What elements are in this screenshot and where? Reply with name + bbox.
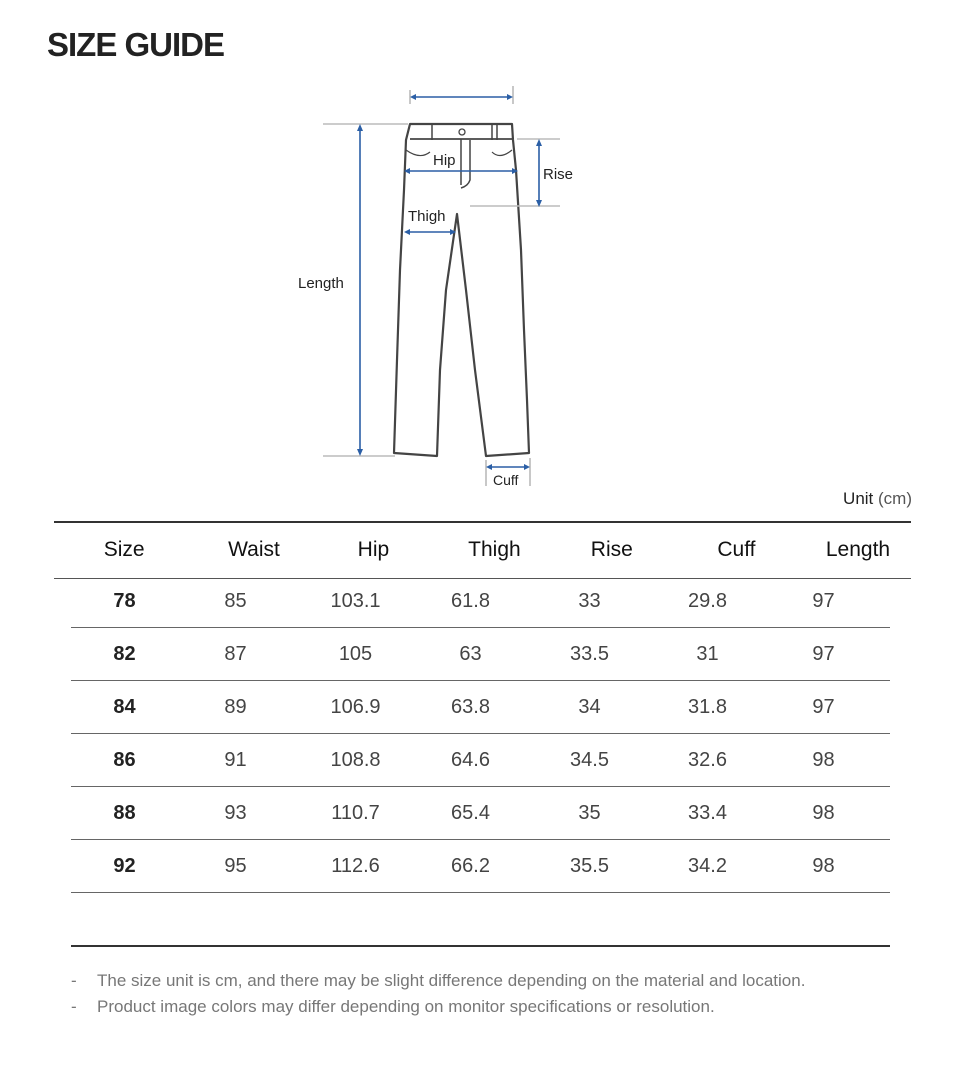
rise-cell: 34 [578, 695, 601, 718]
page-title: SIZE GUIDE [47, 26, 225, 63]
cuff-cell: 31 [696, 642, 719, 665]
note-item [71, 994, 805, 1020]
note-item [71, 968, 805, 994]
waist-cell: 89 [224, 695, 247, 718]
rise-cell: 33 [578, 589, 601, 612]
waist-cell: 87 [224, 642, 247, 665]
unit-label [843, 489, 912, 509]
waist-cell: 93 [224, 801, 247, 824]
rise-cell: 33.5 [570, 642, 609, 665]
size-cell: 92 [113, 854, 136, 877]
thigh-cell: 63.8 [451, 695, 490, 718]
header-length: Length [805, 522, 911, 578]
cuff-cell: 34.2 [688, 854, 727, 877]
note-bullet: - [71, 997, 77, 1016]
hip-cell: 108.8 [330, 748, 381, 771]
length-cell: 97 [812, 695, 835, 718]
length-cell: 98 [812, 748, 835, 771]
note-bullet: - [71, 971, 77, 990]
hip-cell: 103.1 [330, 589, 381, 612]
header-cuff: Cuff [668, 522, 805, 578]
hip-label: Hip [433, 152, 456, 169]
header-rise: Rise [556, 522, 668, 578]
unit-paren: (cm) [878, 489, 912, 508]
notes-list [71, 968, 805, 1020]
unit-word: Unit [843, 489, 874, 508]
thigh-cell: 66.2 [451, 854, 490, 877]
header-hip: Hip [314, 522, 433, 578]
pants-outline [394, 124, 529, 456]
cuff-cell: 31.8 [688, 695, 727, 718]
header-size: Size [54, 522, 194, 578]
table-row [71, 681, 890, 734]
cuff-cell: 29.8 [688, 589, 727, 612]
cuff-cell: 32.6 [688, 748, 727, 771]
thigh-label: Thigh [408, 208, 446, 225]
thigh-cell: 61.8 [451, 589, 490, 612]
length-cell: 98 [812, 854, 835, 877]
length-cell: 97 [812, 589, 835, 612]
pants-diagram [0, 0, 960, 520]
thigh-cell: 64.6 [451, 748, 490, 771]
table-row [71, 734, 890, 787]
size-cell: 78 [113, 589, 136, 612]
length-cell: 97 [812, 642, 835, 665]
hip-cell: 110.7 [331, 801, 380, 824]
rise-cell: 35 [578, 801, 601, 824]
hip-cell: 105 [338, 642, 373, 665]
size-cell: 84 [113, 695, 136, 718]
table-footer-rule [71, 893, 890, 947]
table-row [71, 787, 890, 840]
note-text: The size unit is cm, and there may be slight difference depending on the material and location. [97, 971, 806, 990]
cuff-label: Cuff [493, 472, 519, 488]
cuff-cell: 33.4 [688, 801, 727, 824]
waist-cell: 91 [224, 748, 247, 771]
rise-label: Rise [543, 166, 574, 183]
header-row [54, 522, 911, 578]
rise-cell: 34.5 [570, 748, 609, 771]
size-cell: 82 [113, 642, 136, 665]
length-cell: 98 [812, 801, 835, 824]
table-row [71, 840, 890, 893]
length-label: Length [298, 275, 344, 292]
waist-cell: 85 [224, 589, 247, 612]
hip-cell: 112.6 [331, 854, 380, 877]
thigh-cell: 65.4 [451, 801, 490, 824]
size-cell: 86 [113, 748, 136, 771]
note-text: Product image colors may differ depending on monitor specifications or resolution. [97, 997, 715, 1016]
waist-cell: 95 [224, 854, 247, 877]
waist-measure [410, 86, 513, 104]
size-table-body [71, 575, 890, 947]
table-row [71, 628, 890, 681]
hip-cell: 106.9 [330, 695, 381, 718]
table-row [71, 575, 890, 628]
header-thigh: Thigh [433, 522, 556, 578]
size-cell: 88 [113, 801, 136, 824]
rise-cell: 35.5 [570, 854, 609, 877]
thigh-cell: 63 [459, 642, 482, 665]
size-table-header [54, 521, 911, 579]
header-waist: Waist [194, 522, 313, 578]
